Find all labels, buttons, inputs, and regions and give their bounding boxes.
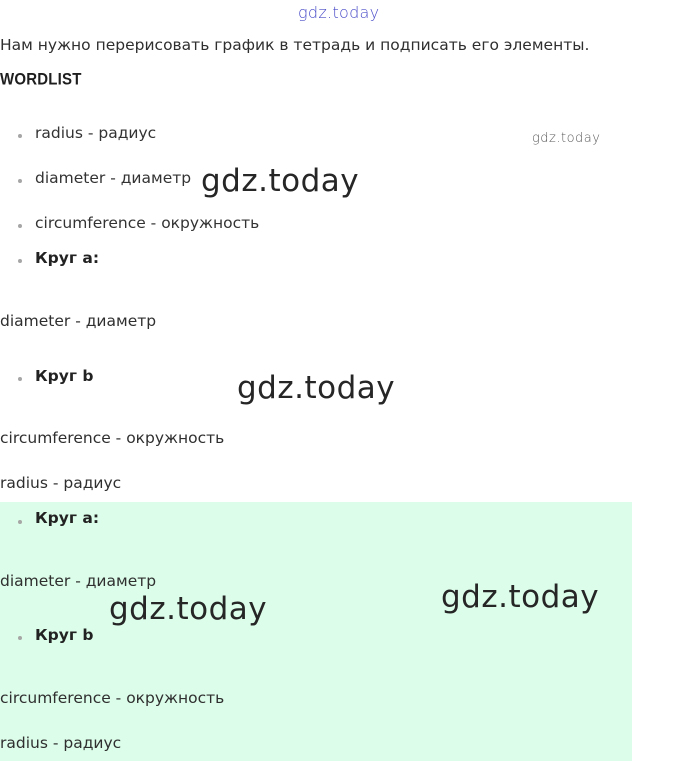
bullet-icon xyxy=(18,134,22,138)
watermark: gdz.today xyxy=(237,370,396,406)
bullet-icon xyxy=(18,636,22,640)
bullet-icon xyxy=(18,259,22,263)
bullet-icon xyxy=(18,224,22,228)
circle-b-term: radius - радиус xyxy=(0,474,122,492)
watermark: gdz.today xyxy=(441,579,600,615)
highlight-circle-b-term: circumference - окружность xyxy=(0,689,225,707)
watermark: gdz.today xyxy=(201,163,360,199)
circle-a-label: Круг a: xyxy=(35,249,100,267)
watermark: gdz.today xyxy=(532,131,601,146)
highlight-circle-a-term: diameter - диаметр xyxy=(0,572,157,590)
wordlist-item: circumference - окружность xyxy=(35,214,260,232)
intro-text: Нам нужно перерисовать график в тетрадь и подписать его элементы. xyxy=(0,36,590,54)
bullet-icon xyxy=(18,377,22,381)
wordlist-heading: WORDLIST xyxy=(0,70,82,90)
watermark-top: gdz.today xyxy=(298,3,380,22)
circle-b-label: Круг b xyxy=(35,367,94,385)
wordlist-item: radius - радиус xyxy=(35,124,157,142)
watermark: gdz.today xyxy=(109,591,268,627)
circle-b-term: circumference - окружность xyxy=(0,429,225,447)
bullet-icon xyxy=(18,520,22,524)
circle-a-term: diameter - диаметр xyxy=(0,312,157,330)
highlight-block xyxy=(0,502,632,761)
highlight-circle-b-label: Круг b xyxy=(35,626,94,644)
highlight-circle-b-term: radius - радиус xyxy=(0,734,122,752)
highlight-circle-a-label: Круг a: xyxy=(35,509,100,527)
wordlist-item: diameter - диаметр xyxy=(35,169,192,187)
bullet-icon xyxy=(18,179,22,183)
